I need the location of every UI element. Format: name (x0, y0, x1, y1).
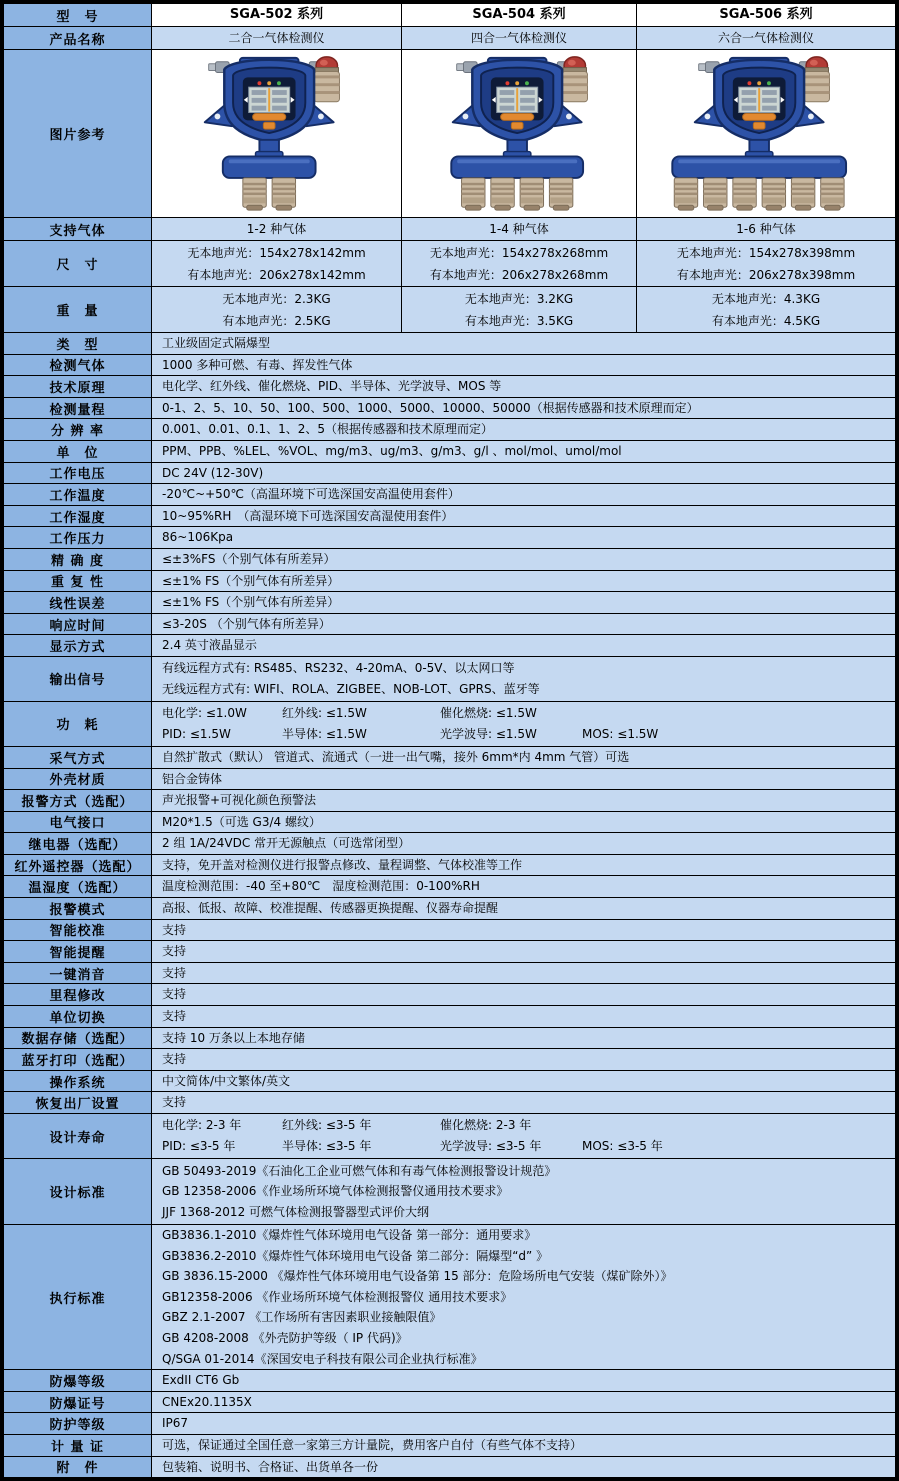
value-line: DC 24V (12-30V) (162, 465, 264, 480)
model-name-cell (637, 4, 896, 27)
value-line: GB 50493-2019《石油化工企业可燃气体和有毒气体检测报警设计规范》 (162, 1163, 557, 1178)
value-line: 有本地声光：206x278x398mm (676, 267, 856, 282)
value-line: GB 12358-2006《作业场所环境气体检测报警仪通用技术要求》 (162, 1184, 509, 1199)
value-line: 铝合金铸体 (162, 771, 223, 786)
spec-row (4, 811, 896, 833)
value-line: SGA-504 系列 (472, 6, 566, 22)
row-label: 操作系统 (4, 1070, 152, 1092)
spec-row (4, 484, 896, 506)
value-cell (152, 811, 896, 833)
spec-row (4, 919, 896, 941)
value-cell (152, 984, 896, 1006)
spec-row (4, 376, 896, 398)
row-label: 图片参考 (4, 50, 152, 218)
row-label: 线性误差 (4, 592, 152, 614)
value-cell (152, 1092, 896, 1114)
spec-row (4, 570, 896, 592)
row-label: 响应时间 (4, 613, 152, 635)
value-cell (402, 241, 637, 287)
value-cell (152, 790, 896, 812)
row-label: 计 量 证 (4, 1434, 152, 1456)
value-line: IP67 (162, 1416, 189, 1431)
value-line: 四合一气体检测仪 (470, 31, 567, 45)
value-line: 无本地声光：154x278x268mm (429, 245, 609, 260)
spec-row (4, 527, 896, 549)
value-segment: 半导体: ≤1.5W (282, 726, 367, 741)
row-label: 重 复 性 (4, 570, 152, 592)
row-label: 智能提醒 (4, 941, 152, 963)
spec-row (4, 1159, 896, 1225)
row-label: 报警模式 (4, 898, 152, 920)
value-line: GB12358-2006 《作业场所环境气体检测报警仪 通用技术要求》 (162, 1289, 513, 1304)
value-line: 10~95%RH （高湿环境下可选深国安高湿使用套件） (162, 508, 454, 523)
row-label: 报警方式（选配） (4, 790, 152, 812)
spec-row (4, 287, 896, 333)
spec-row (4, 876, 896, 898)
value-line: 支持 (162, 987, 187, 1002)
row-label: 继电器（选配） (4, 833, 152, 855)
row-label: 防爆证号 (4, 1391, 152, 1413)
row-label: 温湿度（选配） (4, 876, 152, 898)
spec-row (4, 462, 896, 484)
value-line: 0-1、2、5、10、50、100、500、1000、5000、10000、50000（根据传感器和技术原理而定） (162, 400, 699, 415)
value-line: 有本地声光：206x278x142mm (187, 267, 366, 282)
row-label: 型 号 (4, 4, 152, 27)
spec-row (4, 1070, 896, 1092)
value-line: 支持 (162, 1009, 187, 1024)
spec-row (4, 397, 896, 419)
value-cell (637, 27, 896, 50)
row-label: 里程修改 (4, 984, 152, 1006)
value-line: 二合一气体检测仪 (228, 31, 325, 45)
row-label: 设计寿命 (4, 1114, 152, 1159)
value-cell (152, 484, 896, 506)
value-cell (637, 218, 896, 241)
row-label: 设计标准 (4, 1159, 152, 1225)
row-label: 红外遥控器（选配） (4, 854, 152, 876)
value-cell (152, 592, 896, 614)
value-line: 声光报警+可视化颜色预警法 (162, 793, 317, 808)
spec-row (4, 833, 896, 855)
spec-row (4, 27, 896, 50)
row-label: 智能校准 (4, 919, 152, 941)
value-line (162, 724, 895, 745)
value-cell (152, 1027, 896, 1049)
value-line: 电化学、红外线、催化燃烧、PID、半导体、光学波导、MOS 等 (162, 379, 502, 394)
value-cell (152, 768, 896, 790)
value-line: 无本地声光：4.3KG (711, 291, 821, 306)
row-label: 重 量 (4, 287, 152, 333)
value-line: 1-4 种气体 (489, 222, 549, 236)
value-line: GB 4208-2008 《外壳防护等级（ IP 代码)》 (162, 1330, 408, 1345)
value-segment: 电化学: 2-3 年 (162, 1118, 242, 1133)
row-label: 检测量程 (4, 397, 152, 419)
value-cell (152, 570, 896, 592)
spec-row (4, 941, 896, 963)
value-cell (152, 919, 896, 941)
spec-row (4, 354, 896, 376)
value-line: 包装箱、说明书、合格证、出货单各一份 (162, 1459, 379, 1474)
value-line: 六合一气体检测仪 (717, 31, 814, 45)
value-line: 2.4 英寸液晶显示 (162, 638, 257, 653)
row-label: 外壳材质 (4, 768, 152, 790)
spec-row (4, 613, 896, 635)
value-cell (152, 746, 896, 768)
value-cell (152, 333, 896, 355)
model-name-cell (152, 4, 402, 27)
value-line: 有本地声光：2.5KG (222, 313, 331, 328)
row-label: 附 件 (4, 1456, 152, 1478)
value-line: M20*1.5（可选 G3/4 螺纹） (162, 814, 321, 829)
value-cell (152, 397, 896, 419)
value-segment: PID: ≤3-5 年 (162, 1139, 236, 1153)
value-line (162, 1115, 895, 1136)
value-line: 支持 (162, 1052, 187, 1067)
product-image-cell (152, 50, 402, 218)
value-line: 自然扩散式（默认） 管道式、流通式（一进一出气嘴，接外 6mm*内 4mm 气管）可选 (162, 749, 630, 764)
value-line: 无本地声光：154x278x142mm (187, 245, 366, 260)
row-label: 工作电压 (4, 462, 152, 484)
value-line: 无本地声光：154x278x398mm (676, 245, 856, 260)
row-label: 工作温度 (4, 484, 152, 506)
spec-row (4, 1092, 896, 1114)
value-segment: 催化燃烧: ≤1.5W (440, 706, 537, 721)
spec-row (4, 1006, 896, 1028)
value-cell (152, 287, 402, 333)
value-line: Q/SGA 01-2014《深国安电子科技有限公司企业执行标准》 (162, 1351, 483, 1366)
value-line: ExdII CT6 Gb (162, 1373, 240, 1388)
spec-row (4, 1027, 896, 1049)
value-line: 可选，保证通过全国任意一家第三方计量院，费用客户自付（有些气体不支持） (162, 1437, 583, 1452)
value-segment: MOS: ≤3-5 年 (582, 1139, 663, 1153)
spec-row (4, 1049, 896, 1071)
value-line (162, 703, 895, 724)
value-line (162, 1136, 895, 1157)
value-segment: 红外线: ≤1.5W (282, 706, 367, 721)
value-cell (152, 1370, 896, 1392)
value-cell (152, 854, 896, 876)
row-label: 工作湿度 (4, 505, 152, 527)
value-cell (152, 941, 896, 963)
value-segment: 光学波导: ≤1.5W (440, 726, 537, 741)
value-cell (152, 1413, 896, 1435)
value-line: 2 组 1A/24VDC 常开无源触点（可选常闭型） (162, 836, 411, 851)
value-line: 1000 多种可燃、有毒、挥发性气体 (162, 357, 353, 372)
value-cell (152, 898, 896, 920)
spec-row (4, 635, 896, 657)
row-label: 输出信号 (4, 656, 152, 701)
row-label: 执行标准 (4, 1225, 152, 1370)
value-line: 无本地声光：2.3KG (222, 291, 331, 306)
spec-row (4, 1370, 896, 1392)
spec-row (4, 4, 896, 27)
value-line: GB3836.2-2010《爆炸性气体环境用电气设备 第二部分：隔爆型“d” 》 (162, 1248, 549, 1263)
value-line: 支持，免开盖对检测仪进行报警点修改、量程调整、气体校准等工作 (162, 857, 523, 872)
row-label: 电气接口 (4, 811, 152, 833)
value-line: SGA-502 系列 (229, 6, 324, 22)
value-line: GB 3836.15-2000 《爆炸性气体环境用电气设备第 15 部分：危险场所电气安装（煤矿除外）》 (162, 1269, 673, 1284)
gas-detector-illustration (402, 52, 637, 216)
spec-row (4, 1434, 896, 1456)
spec-row (4, 790, 896, 812)
value-line: 高报、低报、故障、校准提醒、传感器更换提醒、仪器寿命提醒 (162, 901, 499, 916)
value-cell (152, 1070, 896, 1092)
spec-row (4, 1456, 896, 1478)
value-cell (637, 287, 896, 333)
value-line: 无本地声光：3.2KG (464, 291, 574, 306)
value-segment: 红外线: ≤3-5 年 (282, 1118, 372, 1133)
value-line: ≤±1% FS（个别气体有所差异） (162, 595, 340, 610)
value-line: ≤±1% FS（个别气体有所差异） (162, 573, 340, 588)
row-label: 单 位 (4, 440, 152, 462)
value-cell (152, 354, 896, 376)
value-line: 支持 (162, 944, 187, 959)
value-line: 1-6 种气体 (736, 222, 796, 236)
row-label: 蓝牙打印（选配） (4, 1049, 152, 1071)
value-line: 支持 (162, 965, 187, 980)
value-cell (637, 241, 896, 287)
value-line: 支持 (162, 1095, 187, 1110)
value-line: 有本地声光：3.5KG (464, 313, 574, 328)
value-cell (152, 1049, 896, 1071)
value-cell (152, 656, 896, 701)
value-cell (152, 876, 896, 898)
row-label: 检测气体 (4, 354, 152, 376)
value-cell (152, 1434, 896, 1456)
row-label: 一键消音 (4, 962, 152, 984)
value-line: GB3836.1-2010《爆炸性气体环境用电气设备 第一部分：通用要求》 (162, 1228, 537, 1242)
value-cell (152, 613, 896, 635)
value-line: GBZ 2.1-2007 《工作场所有害因素职业接触限值》 (162, 1310, 442, 1325)
spec-row (4, 241, 896, 287)
spec-row (4, 419, 896, 441)
value-cell (152, 419, 896, 441)
value-line: 有本地声光：4.5KG (711, 313, 821, 328)
model-name-cell (402, 4, 637, 27)
product-image-cell (637, 50, 896, 218)
spec-row (4, 1391, 896, 1413)
value-cell (152, 548, 896, 570)
spec-row (4, 768, 896, 790)
row-label: 支持气体 (4, 218, 152, 241)
value-line: 中文简体/中文繁体/英文 (162, 1073, 291, 1088)
value-line: 1-2 种气体 (246, 222, 307, 236)
spec-row (4, 218, 896, 241)
gas-detector-illustration (154, 52, 398, 216)
spec-row (4, 984, 896, 1006)
value-line: 86~106Kpa (162, 530, 234, 545)
value-cell (402, 27, 637, 50)
value-cell (152, 27, 402, 50)
row-label: 产品名称 (4, 27, 152, 50)
value-cell (152, 1006, 896, 1028)
value-line: CNEx20.1135X (162, 1394, 252, 1409)
value-cell (152, 1225, 896, 1370)
gas-detector-illustration (644, 52, 888, 216)
value-line: ≤±3%FS（个别气体有所差异） (162, 551, 336, 566)
value-cell (402, 218, 637, 241)
row-label: 恢复出厂设置 (4, 1092, 152, 1114)
spec-row (4, 440, 896, 462)
spec-row (4, 333, 896, 355)
spec-row (4, 1413, 896, 1435)
value-cell (152, 1159, 896, 1225)
value-cell (152, 505, 896, 527)
value-line: ≤3-20S （个别气体有所差异） (162, 616, 331, 631)
spec-row (4, 854, 896, 876)
value-cell (152, 701, 896, 746)
row-label: 单位切换 (4, 1006, 152, 1028)
value-segment: 电化学: ≤1.0W (162, 706, 247, 721)
value-cell (152, 1114, 896, 1159)
row-label: 尺 寸 (4, 241, 152, 287)
value-segment: 光学波导: ≤3-5 年 (440, 1139, 542, 1153)
product-spec-table (3, 3, 896, 1478)
value-line: SGA-506 系列 (719, 6, 813, 22)
row-label: 技术原理 (4, 376, 152, 398)
value-line: 支持 (162, 922, 187, 937)
value-line: -20℃~+50℃（高温环境下可选深国安高温使用套件） (162, 487, 460, 502)
spec-table-body (4, 4, 896, 1478)
value-line: JJF 1368-2012 可燃气体检测报警器型式评价大纲 (162, 1204, 430, 1219)
value-line: 温度检测范围：-40 至+80℃ 湿度检测范围：0-100%RH (162, 879, 480, 894)
value-line: 无线远程方式有: WIFI、ROLA、ZIGBEE、NOB-LOT、GPRS、蓝牙等 (162, 681, 540, 696)
row-label: 防护等级 (4, 1413, 152, 1435)
value-cell (152, 440, 896, 462)
spec-row (4, 1114, 896, 1159)
value-line: 有本地声光：206x278x268mm (429, 267, 609, 282)
value-segment: PID: ≤1.5W (162, 726, 231, 741)
row-label: 类 型 (4, 333, 152, 355)
row-label: 显示方式 (4, 635, 152, 657)
row-label: 防爆等级 (4, 1370, 152, 1392)
value-cell (152, 241, 402, 287)
value-line: 工业级固定式隔爆型 (162, 336, 271, 350)
row-label: 分 辨 率 (4, 419, 152, 441)
value-segment: MOS: ≤1.5W (582, 726, 659, 741)
spec-row (4, 548, 896, 570)
spec-row (4, 505, 896, 527)
value-segment: 催化燃烧: 2-3 年 (440, 1118, 532, 1133)
value-cell (152, 376, 896, 398)
value-cell (152, 218, 402, 241)
row-label: 数据存储（选配） (4, 1027, 152, 1049)
spec-row (4, 701, 896, 746)
value-cell (152, 635, 896, 657)
spec-row (4, 592, 896, 614)
spec-row (4, 898, 896, 920)
value-cell (152, 462, 896, 484)
value-cell (152, 1391, 896, 1413)
row-label: 采气方式 (4, 746, 152, 768)
spec-row (4, 962, 896, 984)
value-segment: 半导体: ≤3-5 年 (282, 1139, 372, 1153)
value-cell (402, 287, 637, 333)
row-label: 功 耗 (4, 701, 152, 746)
value-cell (152, 833, 896, 855)
spec-row (4, 746, 896, 768)
value-cell (152, 1456, 896, 1478)
value-line: PPM、PPB、%LEL、%VOL、mg/m3、ug/m3、g/m3、g/l 、mol/mol、umol/mol (162, 443, 622, 458)
value-line: 有线远程方式有: RS485、RS232、4-20mA、0-5V、以太网口等 (162, 661, 515, 676)
product-image-cell (402, 50, 637, 218)
row-label: 精 确 度 (4, 548, 152, 570)
value-cell (152, 962, 896, 984)
value-line: 0.001、0.01、0.1、1、2、5（根据传感器和技术原理而定） (162, 422, 494, 437)
spec-row (4, 1225, 896, 1370)
value-line: 支持 10 万条以上本地存储 (162, 1030, 305, 1045)
spec-row (4, 656, 896, 701)
row-label: 工作压力 (4, 527, 152, 549)
value-cell (152, 527, 896, 549)
spec-row (4, 50, 896, 218)
